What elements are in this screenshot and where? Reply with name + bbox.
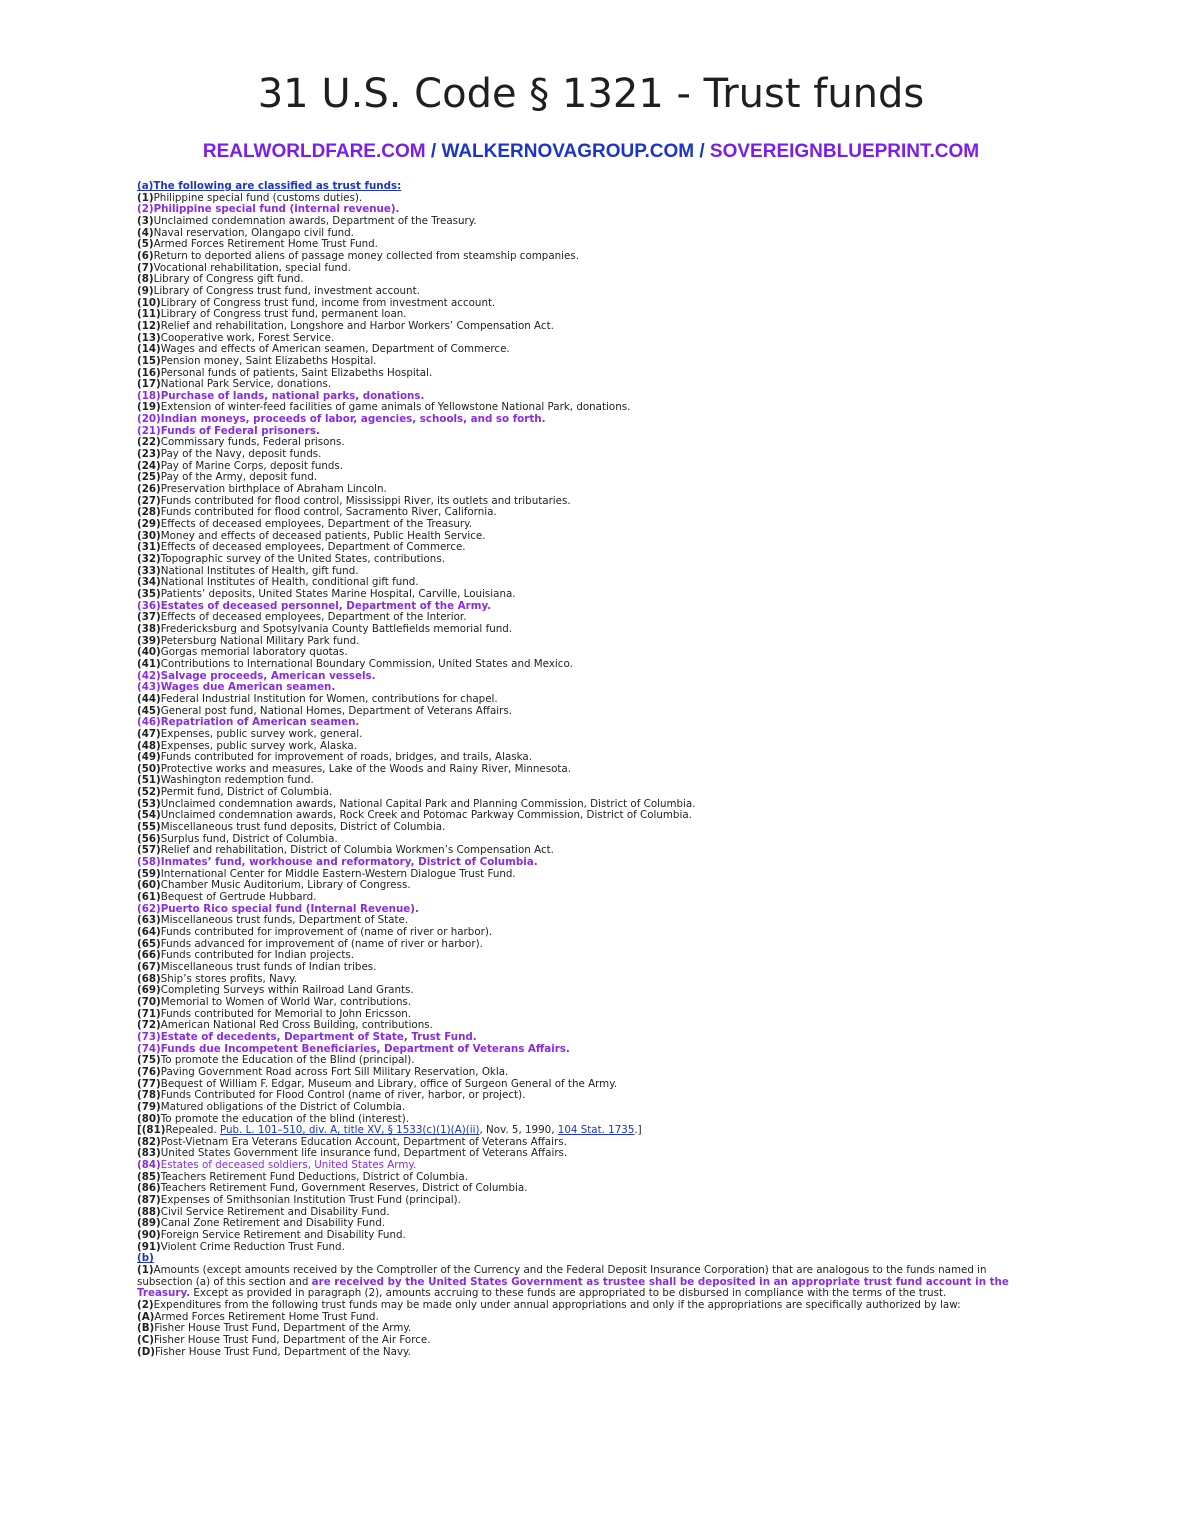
item-number: (66)	[137, 949, 161, 962]
site-links	[0, 140, 1182, 164]
item-text: Funds of Federal prisoners.	[160, 424, 320, 437]
date-text: , Nov. 5, 1990,	[479, 1124, 558, 1137]
item-number: (17)	[137, 378, 161, 391]
paragraph-b1	[137, 1265, 1037, 1300]
item-text: Funds contributed for flood control, Mississippi River, its outlets and tributaries.	[160, 494, 571, 507]
site-link-sovereignblueprint[interactable]: SOVEREIGNBLUEPRINT.COM	[709, 141, 980, 162]
item-text: Vocational rehabilitation, special fund.	[153, 261, 351, 274]
item-number: (35)	[137, 587, 161, 600]
site-separator: /	[694, 141, 710, 162]
item-number: (15)	[137, 354, 161, 367]
item-text: Chamber Music Auditorium, Library of Congress.	[160, 879, 411, 892]
item-text: Fisher House Trust Fund, Department of the Navy.	[154, 1345, 411, 1358]
item-number: (16)	[137, 366, 161, 379]
item-number: (71)	[137, 1007, 161, 1020]
item-number: (75)	[137, 1054, 161, 1067]
item-text: Pay of Marine Corps, deposit funds.	[160, 459, 344, 472]
item-text: Library of Congress gift fund.	[153, 273, 304, 286]
item-number: (91)	[137, 1240, 161, 1253]
item-number: (21)	[137, 424, 161, 437]
item-text: Teachers Retirement Fund Deductions, District of Columbia.	[160, 1170, 468, 1183]
item-text: National Park Service, donations.	[160, 378, 332, 391]
item-number: (89)	[137, 1217, 161, 1230]
item-text: Inmates’ fund, workhouse and reformatory, District of Columbia.	[160, 856, 538, 869]
item-text: Estates of deceased soldiers, United States Army.	[160, 1159, 417, 1172]
item-text: Post-Vietnam Era Veterans Education Account, Department of Veterans Affairs.	[160, 1135, 567, 1148]
item-text: Funds contributed for improvement of roads, bridges, and trails, Alaska.	[160, 751, 533, 764]
item-number: (54)	[137, 809, 161, 822]
item-number: (9)	[137, 284, 154, 297]
item-number: (6)	[137, 249, 154, 262]
item-number: (61)	[137, 891, 161, 904]
item-number: (55)	[137, 821, 161, 834]
item-number: (67)	[137, 960, 161, 973]
item-text: Library of Congress trust fund, income from investment account.	[160, 296, 496, 309]
item-number: (65)	[137, 937, 161, 950]
item-number: (36)	[137, 599, 161, 612]
item-number: (51)	[137, 774, 161, 787]
item-text: Estate of decedents, Department of State, Trust Fund.	[160, 1030, 477, 1043]
item-number: (49)	[137, 751, 161, 764]
item-number: (41)	[137, 657, 161, 670]
item-number: (5)	[137, 238, 154, 251]
item-text: Miscellaneous trust funds, Department of State.	[160, 914, 409, 927]
item-number: (38)	[137, 622, 161, 635]
section-a-heading[interactable]: (a)The following are classified as trust funds:	[137, 180, 402, 192]
item-text: Memorial to Women of World War, contributions.	[160, 995, 412, 1008]
item-number: (12)	[137, 319, 161, 332]
trust-fund-list	[137, 193, 1037, 1126]
item-number: (10)	[137, 296, 161, 309]
item-number: (84)	[137, 1159, 161, 1172]
item-number: (50)	[137, 762, 161, 775]
item-text: Funds due Incompetent Beneficiaries, Department of Veterans Affairs.	[160, 1042, 570, 1055]
item-text: Funds contributed for Indian projects.	[160, 949, 355, 962]
item-text: Relief and rehabilitation, District of Columbia Workmen’s Compensation Act.	[160, 844, 554, 857]
item-text: Civil Service Retirement and Disability Fund.	[160, 1205, 390, 1218]
item-text: Canal Zone Retirement and Disability Fund.	[160, 1217, 386, 1230]
item-text: Naval reservation, Olangapo civil fund.	[153, 226, 354, 239]
item-number: (90)	[137, 1229, 161, 1242]
item-number: (14)	[137, 343, 161, 356]
item-text: Miscellaneous trust fund deposits, District of Columbia.	[160, 821, 446, 834]
item-number: (24)	[137, 459, 161, 472]
item-number: (80)	[137, 1112, 161, 1125]
item-number: (58)	[137, 856, 161, 869]
item-number: (57)	[137, 844, 161, 857]
item-text: Bequest of William F. Edgar, Museum and Library, office of Surgeon General of the Army.	[160, 1077, 618, 1090]
item-number: (69)	[137, 984, 161, 997]
item-text: National Institutes of Health, conditional gift fund.	[160, 576, 419, 589]
paragraph-text: Expenditures from the following trust funds may be made only under annual appropriations and only if the appropriations are specifically authorized by law:	[153, 1299, 961, 1311]
item-text: Funds advanced for improvement of (name of river or harbor).	[160, 937, 483, 950]
trust-fund-list-continued	[137, 1137, 1037, 1254]
item-text: Effects of deceased employees, Department of the Interior.	[160, 611, 467, 624]
item-text: Pay of the Army, deposit fund.	[160, 471, 318, 484]
item-number: (20)	[137, 413, 161, 426]
site-link-walkernovagroup[interactable]: WALKERNOVAGROUP.COM	[441, 141, 695, 162]
repealed-text: Repealed.	[165, 1124, 220, 1137]
item-number: (88)	[137, 1205, 161, 1218]
item-text: Paving Government Road across Fort Sill Military Reservation, Okla.	[160, 1065, 509, 1078]
item-text: Library of Congress trust fund, investment account.	[153, 284, 420, 297]
item-text: General post fund, National Homes, Department of Veterans Affairs.	[160, 704, 512, 717]
item-text: Wages due American seamen.	[160, 681, 336, 694]
item-number: (7)	[137, 261, 154, 274]
statute-body	[137, 181, 1037, 1358]
item-number: (2)	[137, 1299, 154, 1311]
item-number: (74)	[137, 1042, 161, 1055]
item-text: Fisher House Trust Fund, Department of the Army.	[154, 1322, 412, 1335]
site-link-realworldfare[interactable]: REALWORLDFARE.COM	[202, 141, 426, 162]
item-number: (70)	[137, 995, 161, 1008]
item-number: (11)	[137, 308, 161, 321]
item-text: Wages and effects of American seamen, Department of Commerce.	[160, 343, 510, 356]
item-text: Funds contributed for improvement of (name of river or harbor).	[160, 926, 493, 938]
item-text: Extension of winter-feed facilities of game animals of Yellowstone National Park, donations.	[160, 401, 631, 414]
item-number: (45)	[137, 704, 161, 717]
item-number: (48)	[137, 739, 161, 752]
item-number: (33)	[137, 564, 161, 577]
item-number: (62)	[137, 902, 161, 915]
public-law-link[interactable]: Pub. L. 101–510, div. A, title XV, § 1533(c)(1)(A)(ii)	[219, 1124, 480, 1137]
item-number: (72)	[137, 1019, 161, 1032]
site-separator: /	[425, 141, 442, 162]
item-text: Fredericksburg and Spotsylvania County Battlefields memorial fund.	[160, 622, 513, 635]
item-number: (52)	[137, 786, 161, 799]
item-number: (31)	[137, 541, 161, 554]
item-number: (78)	[137, 1089, 161, 1102]
item-text: Effects of deceased employees, Department of Commerce.	[160, 541, 466, 554]
item-text: Purchase of lands, national parks, donations.	[160, 389, 425, 402]
item-number: (1)	[137, 1264, 154, 1277]
item-text: Preservation birthplace of Abraham Lincoln.	[160, 483, 387, 496]
item-text: Effects of deceased employees, Department of the Treasury.	[160, 518, 473, 531]
statute-link[interactable]: 104 Stat. 1735	[557, 1124, 635, 1137]
restricted-fund-list	[137, 1312, 1037, 1359]
item-number: (B)	[137, 1322, 155, 1335]
item-text: Miscellaneous trust funds of Indian tribes.	[160, 960, 377, 973]
item-number: (40)	[137, 646, 161, 659]
item-number: (29)	[137, 518, 161, 531]
item-text: Funds Contributed for Flood Control (name of river, harbor, or project).	[160, 1089, 526, 1102]
item-number: (77)	[137, 1077, 161, 1090]
item-number: (85)	[137, 1170, 161, 1183]
item-text: Completing Surveys within Railroad Land Grants.	[160, 984, 414, 997]
item-text: Philippine special fund (customs duties).	[153, 191, 363, 204]
item-text: Puerto Rico special fund (Internal Revenue).	[160, 902, 419, 915]
item-text: Estates of deceased personnel, Department of the Army.	[160, 599, 492, 612]
item-number: (4)	[137, 226, 154, 239]
item-number: (26)	[137, 483, 161, 496]
item-text: Cooperative work, Forest Service.	[160, 331, 335, 344]
item-number: (59)	[137, 867, 161, 880]
item-number: (82)	[137, 1135, 161, 1148]
item-number: (37)	[137, 611, 161, 624]
item-text: Personal funds of patients, Saint Elizabeths Hospital.	[160, 366, 433, 379]
item-text: American National Red Cross Building, contributions.	[160, 1019, 433, 1032]
item-text: Expenses, public survey work, general.	[160, 727, 363, 740]
item-number: (44)	[137, 692, 161, 705]
item-number: (30)	[137, 529, 161, 542]
list-item	[137, 1347, 1037, 1359]
item-text: Unclaimed condemnation awards, Rock Creek and Potomac Parkway Commission, District of Columbia.	[160, 809, 692, 822]
item-number: (63)	[137, 914, 161, 927]
item-text: Washington redemption fund.	[160, 774, 314, 787]
item-text: Unclaimed condemnation awards, Department of the Treasury.	[153, 214, 477, 227]
item-text: Surplus fund, District of Columbia.	[160, 832, 338, 845]
item-number: (73)	[137, 1030, 161, 1043]
item-number: (1)	[137, 191, 154, 204]
item-number: (56)	[137, 832, 161, 845]
item-text: Foreign Service Retirement and Disability Fund.	[160, 1229, 406, 1242]
item-number: (A)	[137, 1310, 155, 1323]
item-number: (79)	[137, 1100, 161, 1113]
item-number: (C)	[137, 1333, 154, 1346]
item-number: (64)	[137, 926, 161, 938]
item-text: International Center for Middle Eastern-Western Dialogue Trust Fund.	[160, 867, 516, 880]
item-text: Matured obligations of the District of Columbia.	[160, 1100, 406, 1113]
item-number: (39)	[137, 634, 161, 647]
item-number: (D)	[137, 1345, 155, 1358]
item-number: (68)	[137, 972, 161, 985]
item-text: Library of Congress trust fund, permanent loan.	[160, 308, 407, 321]
item-number: (87)	[137, 1194, 161, 1207]
item-text: Indian moneys, proceeds of labor, agencies, schools, and so forth.	[160, 413, 546, 426]
item-number: (60)	[137, 879, 161, 892]
item-number: (23)	[137, 448, 161, 461]
item-text: Funds contributed for Memorial to John Ericsson.	[160, 1007, 412, 1020]
item-number: (83)	[137, 1147, 161, 1160]
item-text: Expenses, public survey work, Alaska.	[160, 739, 357, 752]
item-text: Gorgas memorial laboratory quotas.	[160, 646, 348, 659]
item-number: (32)	[137, 553, 161, 565]
item-number: (28)	[137, 506, 161, 519]
item-number: (47)	[137, 727, 161, 740]
item-text: Money and effects of deceased patients, Public Health Service.	[160, 529, 486, 542]
item-text: Ship’s stores profits, Navy.	[160, 972, 298, 985]
item-number: (81)	[141, 1124, 166, 1137]
item-text: Pay of the Navy, deposit funds.	[160, 448, 322, 461]
item-text: Violent Crime Reduction Trust Fund.	[160, 1240, 345, 1253]
bracket-close: .]	[634, 1124, 642, 1137]
item-text: Topographic survey of the United States, contributions.	[160, 553, 445, 565]
paragraph-text: Amounts (except amounts received by the Comptroller of the Currency and the Federal Deposit Insurance Corporation) that are analogous to the funds named in subsection (a) of this section and	[137, 1264, 987, 1288]
item-number: (43)	[137, 681, 161, 694]
item-text: Teachers Retirement Fund, Government Reserves, District of Columbia.	[160, 1182, 528, 1195]
item-text: Contributions to International Boundary Commission, United States and Mexico.	[160, 657, 573, 670]
item-number: (2)	[137, 203, 154, 216]
item-text: Fisher House Trust Fund, Department of the Air Force.	[153, 1333, 431, 1346]
list-item	[137, 1242, 1037, 1254]
item-text: Permit fund, District of Columbia.	[160, 786, 333, 799]
item-text: Protective works and measures, Lake of the Woods and Rainy River, Minnesota.	[160, 762, 571, 775]
page-title: 31 U.S. Code § 1321 - Trust funds	[257, 71, 925, 117]
section-b-heading[interactable]: (b)	[137, 1252, 154, 1265]
paragraph-text: Except as provided in paragraph (2), amounts accruing to these funds are appropriated to be disbursed in compliance with the terms of the trust.	[190, 1287, 947, 1300]
item-number: (3)	[137, 214, 154, 227]
item-text: Pension money, Saint Elizabeths Hospital.	[160, 354, 377, 367]
item-number: (18)	[137, 389, 161, 402]
item-text: Expenses of Smithsonian Institution Trust Fund (principal).	[160, 1194, 461, 1207]
item-number: (25)	[137, 471, 161, 484]
item-number: (27)	[137, 494, 161, 507]
item-number: (42)	[137, 669, 161, 682]
item-text: Relief and rehabilitation, Longshore and Harbor Workers’ Compensation Act.	[160, 319, 554, 332]
item-number: (34)	[137, 576, 161, 589]
item-text: Funds contributed for flood control, Sacramento River, California.	[160, 506, 497, 519]
item-text: Federal Industrial Institution for Women, contributions for chapel.	[160, 692, 498, 705]
item-number: (86)	[137, 1182, 161, 1195]
item-number: (76)	[137, 1065, 161, 1078]
item-number: (8)	[137, 273, 154, 286]
item-number: (46)	[137, 716, 161, 729]
item-number: (13)	[137, 331, 161, 344]
item-text: Return to deported aliens of passage money collected from steamship companies.	[153, 249, 579, 262]
item-text: Repatriation of American seamen.	[160, 716, 360, 729]
item-text: United States Government life insurance fund, Department of Veterans Affairs.	[160, 1147, 568, 1160]
bracket-open: [	[137, 1124, 142, 1137]
item-text: To promote the Education of the Blind (principal).	[160, 1054, 415, 1067]
item-text: To promote the education of the blind (interest).	[160, 1112, 409, 1125]
item-text: Commissary funds, Federal prisons.	[160, 436, 345, 449]
item-text: Armed Forces Retirement Home Trust Fund.	[154, 1310, 379, 1323]
item-text: Armed Forces Retirement Home Trust Fund.	[153, 238, 378, 251]
item-number: (19)	[137, 401, 161, 414]
item-text: Petersburg National Military Park fund.	[160, 634, 360, 647]
item-text: Patients’ deposits, United States Marine Hospital, Carville, Louisiana.	[160, 587, 516, 600]
item-number: (53)	[137, 797, 161, 810]
item-text: Salvage proceeds, American vessels.	[160, 669, 376, 682]
item-text: Unclaimed condemnation awards, National Capital Park and Planning Commission, District of Columbia.	[160, 797, 696, 810]
item-text: Bequest of Gertrude Hubbard.	[160, 891, 317, 904]
highlighted-text: are received by the United States Government as trustee shall be deposited in an appropriate trust fund account in the Treasury.	[137, 1275, 1009, 1300]
item-text: National Institutes of Health, gift fund.	[160, 564, 359, 577]
item-number: (22)	[137, 436, 161, 449]
item-text: Philippine special fund (internal revenue).	[153, 203, 400, 216]
